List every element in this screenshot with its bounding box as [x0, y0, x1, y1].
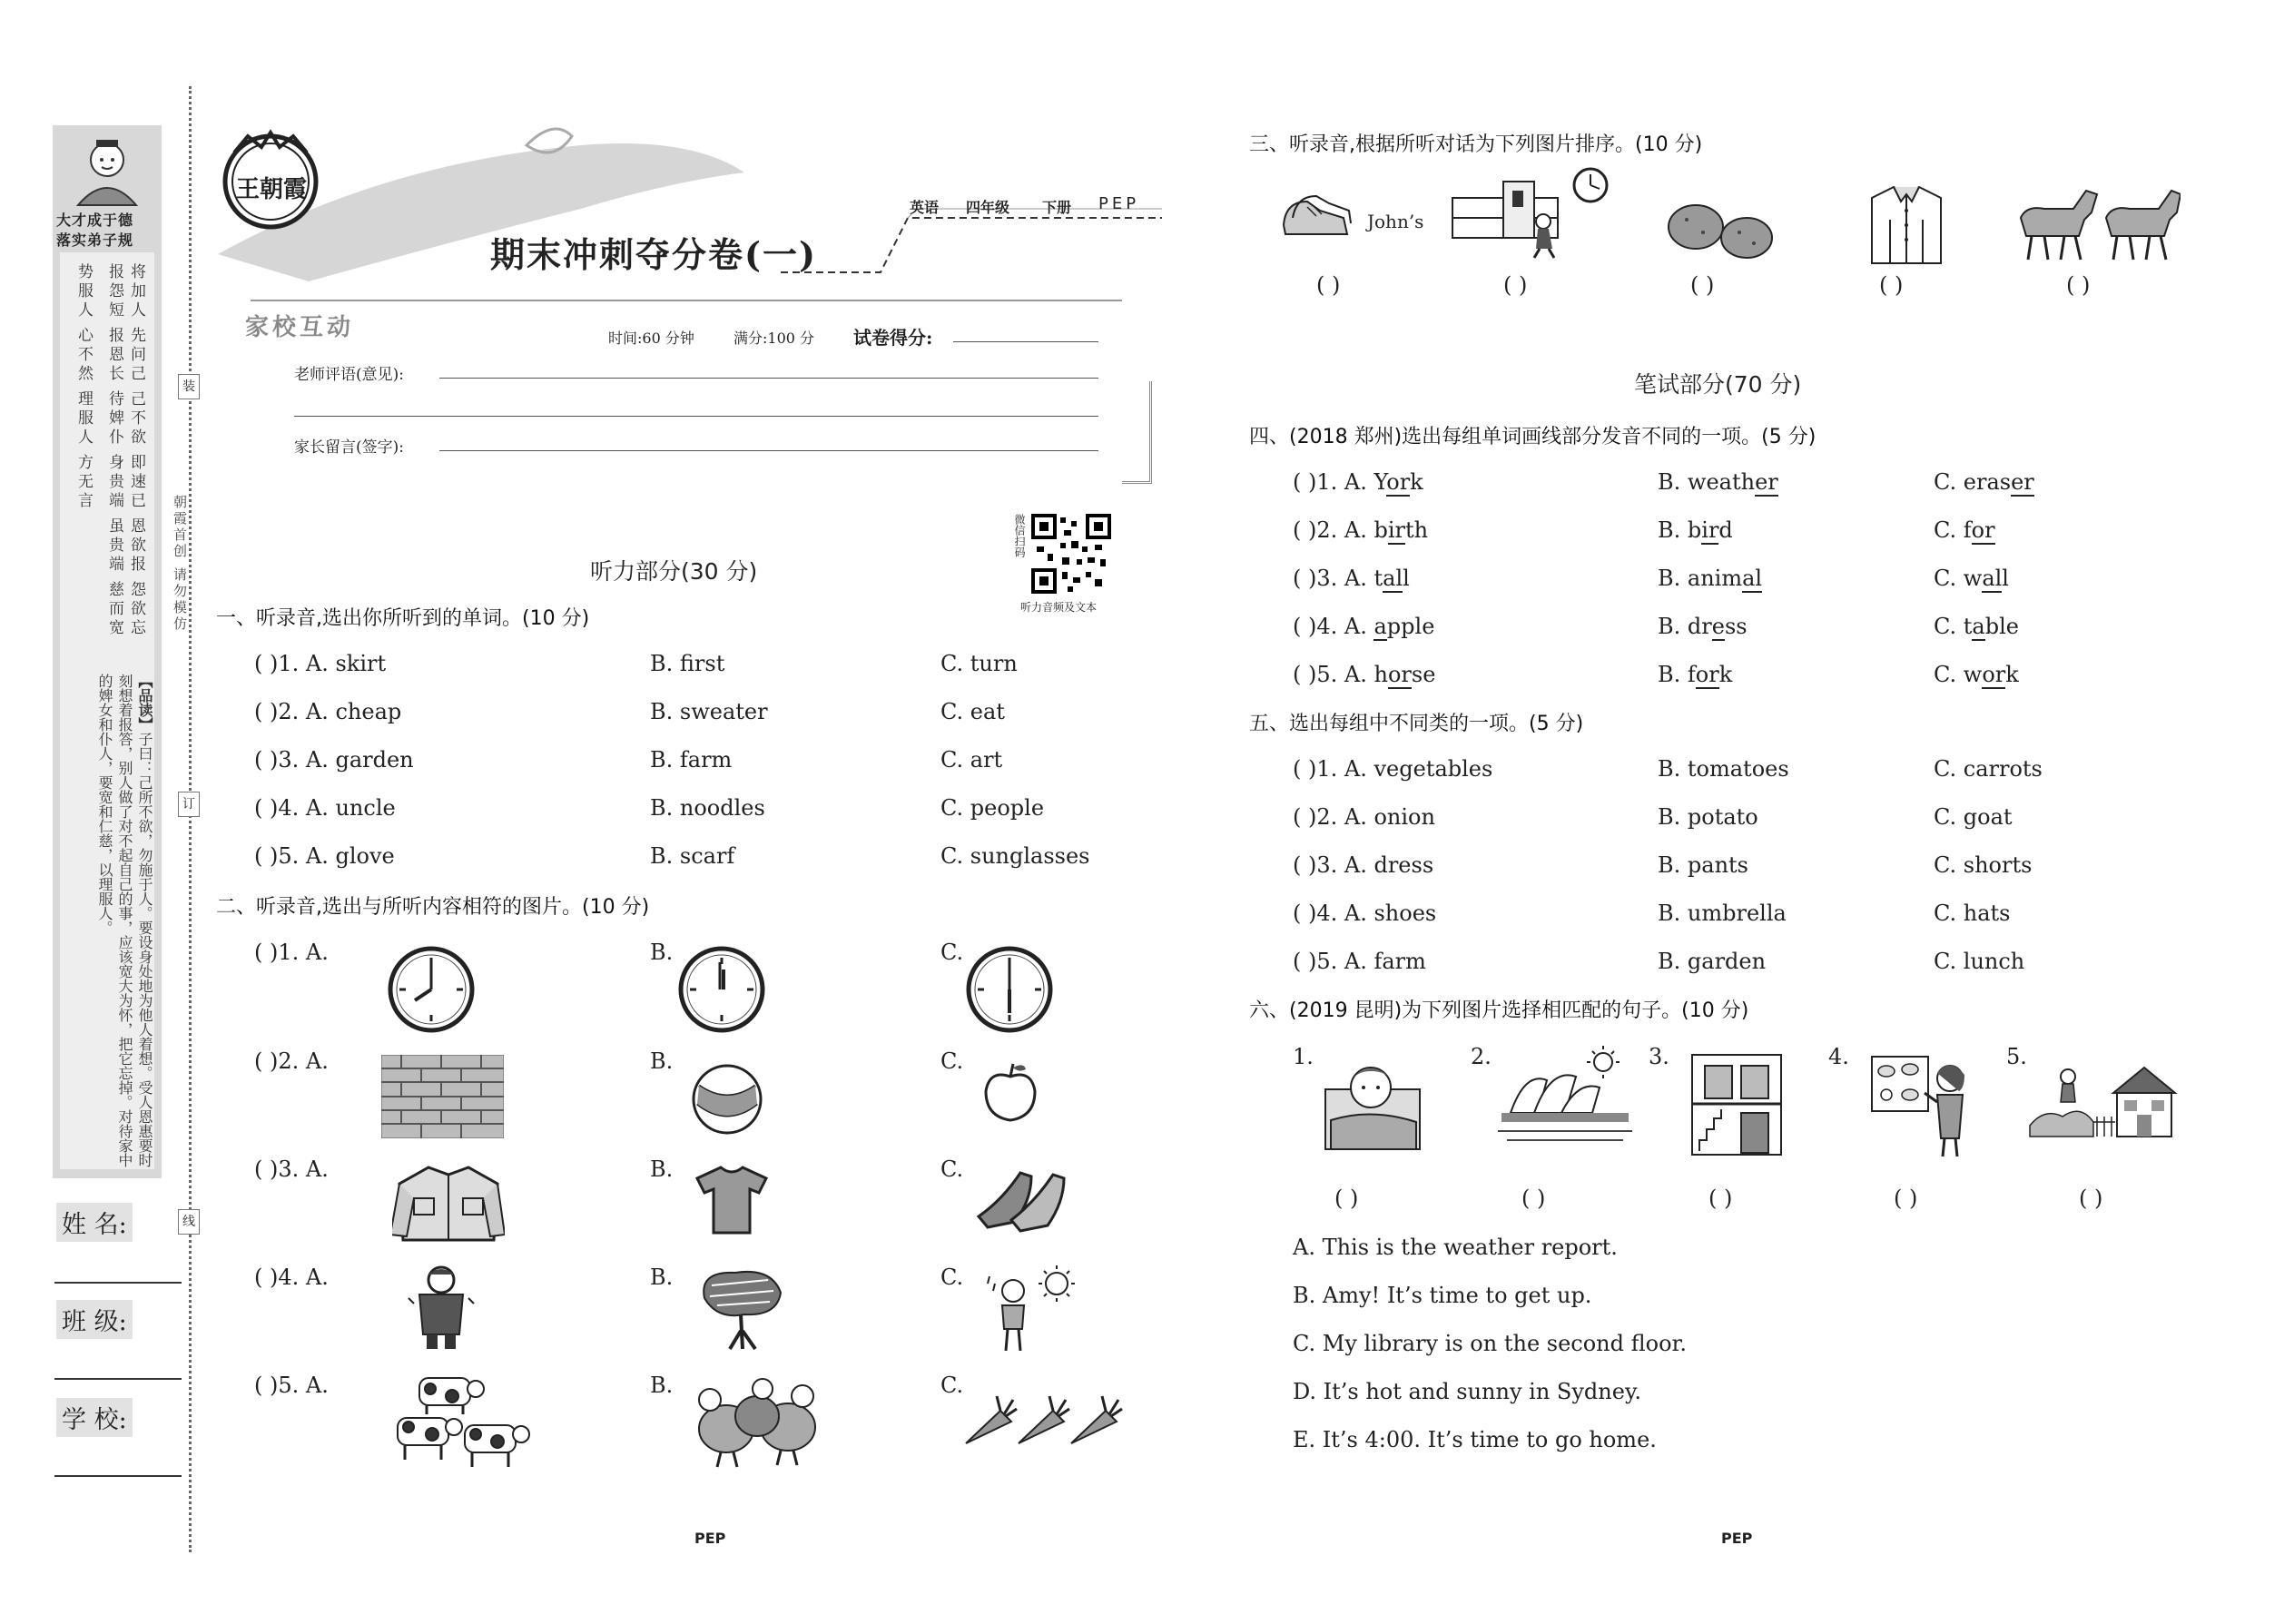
library-icon: [1690, 1053, 1783, 1156]
weather-report-icon: [1870, 1051, 1974, 1158]
verse-col: 报怨短: [105, 263, 123, 320]
word-prefix: C. w: [1934, 566, 1983, 591]
part1-q2: ( )2. A. cheap: [254, 699, 402, 724]
part5-q3-c: C. shorts: [1934, 852, 2033, 878]
cold-person-icon: [405, 1262, 478, 1353]
part2-q3-b: B.: [650, 1156, 674, 1182]
part4-q5: [1293, 662, 1435, 687]
word-prefix: B. f: [1658, 662, 1696, 687]
part1-q5-b: B. scarf: [650, 843, 735, 869]
part6-blank[interactable]: ( ): [1334, 1186, 1359, 1211]
word-suffix: d: [1718, 517, 1733, 543]
class-field[interactable]: [54, 1378, 182, 1380]
part1-q3: ( )3. A. garden: [254, 747, 414, 773]
underlined-part: ir: [1701, 517, 1719, 543]
part5-q4-b: B. umbrella: [1658, 901, 1787, 926]
word-prefix: t: [1373, 566, 1383, 591]
bind-mark: 订: [178, 792, 200, 817]
part1-q3-b: B. farm: [650, 747, 733, 773]
horses-icon: [2008, 182, 2181, 265]
word-suffix: th: [1405, 517, 1429, 543]
part6-blank[interactable]: ( ): [1521, 1186, 1546, 1211]
part5-q2-c: C. goat: [1934, 804, 2013, 830]
high-heels-icon: [975, 1164, 1075, 1236]
qr-code-icon[interactable]: [1031, 514, 1111, 594]
part5-q3-b: B. pants: [1658, 852, 1748, 878]
part1-q1-c: C. turn: [940, 651, 1018, 676]
part3-blank[interactable]: ( ): [1503, 272, 1528, 298]
hot-boy-icon: [980, 1264, 1080, 1354]
sentence-b: B. Amy! It’s time to get up.: [1293, 1283, 1592, 1308]
part5-q5-b: B. garden: [1658, 949, 1767, 974]
word-prefix: b: [1373, 517, 1388, 543]
part2-title: 二、听录音,选出与所听内容相符的图片。(10 分): [216, 896, 650, 919]
underlined-part: ir: [1387, 517, 1406, 543]
score-label: 试卷得分:: [853, 327, 933, 349]
hens-icon: [690, 1369, 824, 1471]
shoes-pair-icon: [1280, 189, 1353, 241]
johns-label: John’s: [1367, 211, 1424, 232]
word-suffix: ss: [1724, 614, 1748, 639]
verse-col: 恩欲报: [127, 517, 145, 575]
reading-label: 【品读】: [136, 674, 153, 732]
box-corner: [1122, 381, 1152, 484]
part4-q1-b: [1658, 469, 1778, 495]
verse-col: 身贵端: [105, 454, 123, 511]
underlined-part: or: [1695, 662, 1719, 687]
part5-q5: ( )5. A. farm: [1293, 949, 1426, 974]
word-suffix: k: [1718, 662, 1733, 687]
part4-q2-b: [1658, 517, 1733, 543]
part6-blank[interactable]: ( ): [1708, 1186, 1733, 1211]
girl-in-bed-icon: [1322, 1053, 1423, 1153]
sentence-c: C. My library is on the second floor.: [1293, 1331, 1688, 1356]
part2-q1: ( )1. A.: [254, 940, 329, 965]
word-prefix: B. weath: [1658, 469, 1756, 495]
class-label: 班 级:: [56, 1300, 133, 1339]
part5-q2: ( )2. A. onion: [1293, 804, 1435, 830]
part3-blank[interactable]: ( ): [2066, 272, 2091, 298]
part2-q2-b: B.: [650, 1048, 674, 1074]
part3-blank[interactable]: ( ): [1316, 272, 1341, 298]
brick-wall-icon: [381, 1055, 504, 1138]
word-prefix: B. anim: [1658, 566, 1743, 591]
part5-q3: ( )3. A. dress: [1293, 852, 1434, 878]
reading-text: 子曰：己所不欲，勿施于人。要设身处地为他人着想。受人恩惠要时刻想着报答，别人做了对不起自己的事，应该宽大为怀，把它忘掉。对待家中的婢女和仆人，要宽和仁慈，以理服人。: [96, 674, 153, 1167]
part4-q2: [1293, 517, 1428, 543]
home-school-label: 家校互动: [245, 314, 355, 341]
part4-q1-c: [1934, 469, 2034, 495]
word-suffix: pple: [1386, 614, 1435, 639]
parent-note-field[interactable]: [439, 450, 1098, 451]
part3-blank[interactable]: ( ): [1879, 272, 1904, 298]
school-field[interactable]: [54, 1475, 182, 1477]
part6-num: 1.: [1293, 1044, 1314, 1069]
underlined-part: a: [1373, 614, 1387, 639]
potatoes-icon: [1667, 202, 1774, 261]
part2-q2: ( )2. A.: [254, 1048, 329, 1074]
verse-col: 怨欲忘: [127, 581, 145, 638]
part2-q1-b: B.: [650, 940, 674, 965]
full-score: 满分:100 分: [733, 330, 815, 347]
part1-q1-b: B. first: [650, 651, 725, 676]
part1-title: 一、听录音,选出你所听到的单词。(10 分): [216, 607, 590, 630]
part1-q4-b: B. noodles: [650, 795, 765, 821]
part1-q4-c: C. people: [940, 795, 1045, 821]
ball-icon: [690, 1062, 764, 1137]
part5-q1: ( )1. A. vegetables: [1293, 756, 1493, 782]
part1-q4: ( )4. A. uncle: [254, 795, 396, 821]
clock-12-icon: [676, 944, 767, 1035]
part4-q3: [1293, 566, 1410, 591]
q-number: ( )4. A.: [1293, 614, 1367, 639]
part1-q3-c: C. art: [940, 747, 1003, 773]
name-label: 姓 名:: [56, 1203, 133, 1242]
windy-tree-icon: [690, 1262, 792, 1353]
divider: [251, 300, 1122, 301]
tag-subject: 英语: [910, 199, 940, 216]
word-suffix: k: [2005, 662, 2019, 687]
qr-caption-side: 微信扫码: [1013, 514, 1026, 557]
shirt-icon: [1868, 183, 1944, 265]
motto-line2: 落实弟子规: [56, 231, 134, 249]
teacher-comment-field[interactable]: [439, 378, 1098, 379]
tag-grade: 四年级: [966, 199, 1010, 216]
verse-col: 理服人: [74, 390, 93, 448]
cows-icon: [392, 1373, 537, 1474]
part4-q5-b: [1658, 662, 1732, 687]
part6-num: 4.: [1828, 1044, 1849, 1069]
verse-col: 心不然: [74, 327, 93, 384]
word-suffix: l: [1403, 566, 1410, 591]
part3-blank[interactable]: ( ): [1690, 272, 1715, 298]
word-prefix: Y: [1373, 469, 1387, 495]
school-clock-icon: [1449, 165, 1612, 260]
clock-6-icon: [964, 944, 1055, 1035]
school-label: 学 校:: [56, 1398, 133, 1437]
part5-q4: ( )4. A. shoes: [1293, 901, 1437, 926]
verse-col: 慈而宽: [105, 581, 123, 638]
part4-q3-c: [1934, 566, 2009, 591]
part1-q5-c: C. sunglasses: [940, 843, 1090, 869]
part2-q3: ( )3. A.: [254, 1156, 329, 1182]
part4-q4-b: [1658, 614, 1748, 639]
part1-q2-b: B. sweater: [650, 699, 768, 724]
part5-q2-b: B. potato: [1658, 804, 1758, 830]
word-prefix: B. b: [1658, 517, 1702, 543]
verse-col: 己不欲: [127, 390, 145, 448]
underlined-part: er: [2011, 469, 2034, 495]
verse-col: 势服人: [74, 263, 93, 320]
part4-q5-c: [1934, 662, 2019, 687]
part4-q2-c: [1934, 517, 1995, 543]
sentence-a: A. This is the weather report.: [1293, 1235, 1618, 1260]
part4-title: 四、(2018 郑州)选出每组单词画线部分发音不同的一项。(5 分): [1249, 426, 1816, 448]
part4-q1: [1293, 469, 1423, 495]
word-prefix: h: [1373, 662, 1388, 687]
word-prefix: C. t: [1934, 614, 1973, 639]
motto-line1: 大才成于德: [56, 212, 134, 229]
writing-heading: 笔试部分(70 分): [1634, 371, 1802, 398]
part1-q2-c: C. eat: [940, 699, 1005, 724]
part2-q2-c: C.: [940, 1048, 964, 1074]
listening-heading: 听力部分(30 分): [590, 558, 758, 585]
page-number-left: PEP: [694, 1530, 726, 1547]
q-number: ( )2. A.: [1293, 517, 1367, 543]
underlined-part: a: [1972, 614, 1985, 639]
part5-q4-c: C. hats: [1934, 901, 2011, 926]
verse-col: 虽贵端: [105, 517, 123, 575]
word-prefix: C. w: [1934, 662, 1983, 687]
word-prefix: C. f: [1934, 517, 1972, 543]
part2-q3-c: C.: [940, 1156, 964, 1182]
apple-icon: [980, 1060, 1040, 1124]
tag-volume: 下册: [1042, 199, 1072, 216]
verse-col: 待婢仆: [105, 390, 123, 448]
page-number-right: PEP: [1721, 1530, 1753, 1547]
part2-q5: ( )5. A.: [254, 1373, 329, 1398]
word-suffix: l: [2002, 566, 2009, 591]
parent-note-label: 家长留言(签字):: [294, 438, 404, 457]
underlined-part: al: [1383, 566, 1403, 591]
opera-house-icon: [1498, 1044, 1632, 1146]
sentence-e: E. It’s 4:00. It’s time to go home.: [1293, 1427, 1657, 1452]
part5-q1-c: C. carrots: [1934, 756, 2043, 782]
underlined-part: or: [1387, 662, 1412, 687]
part5-title: 五、选出每组中不同类的一项。(5 分): [1249, 713, 1584, 735]
underlined-part: al: [1982, 566, 2003, 591]
part4-q4-c: [1934, 614, 2019, 639]
cut-line: [189, 86, 192, 1552]
part4-q4: [1293, 614, 1434, 639]
part6-num: 5.: [2006, 1044, 2027, 1069]
part6-num: 3.: [1649, 1044, 1669, 1069]
q-number: ( )5. A.: [1293, 662, 1367, 687]
verse-col: 先问己: [127, 327, 145, 384]
part2-q4: ( )4. A.: [254, 1265, 329, 1290]
verse-col: 报恩长: [105, 327, 123, 384]
underlined-part: or: [1386, 469, 1411, 495]
part4-q3-b: [1658, 566, 1762, 591]
underlined-part: e: [1711, 614, 1725, 639]
word-suffix: k: [1410, 469, 1423, 495]
part2-q5-c: C.: [940, 1373, 964, 1398]
part6-blank[interactable]: ( ): [2079, 1186, 2103, 1211]
underlined-part: al: [1742, 566, 1763, 591]
sentence-d: D. It’s hot and sunny in Sydney.: [1293, 1379, 1641, 1404]
teacher-comment-field[interactable]: [294, 416, 1098, 417]
carrots-icon: [960, 1387, 1124, 1452]
verse-col: 即速已: [127, 454, 145, 511]
reading-note: [60, 674, 154, 1173]
part1-q5: ( )5. A. glove: [254, 843, 395, 869]
q-number: ( )1. A.: [1293, 469, 1367, 495]
part3-title: 三、听录音,根据所听对话为下列图片排序。(10 分): [1249, 133, 1703, 156]
score-field[interactable]: [953, 341, 1098, 342]
part2-q1-c: C.: [940, 940, 964, 965]
qr-caption-bottom: 听力音频及文本: [1020, 601, 1098, 614]
scholar-icon: [69, 134, 145, 207]
verse-col: 将加人: [127, 263, 145, 320]
part6-title: 六、(2019 昆明)为下列图片选择相匹配的句子。(10 分): [1249, 999, 1749, 1022]
bind-mark: 线: [178, 1209, 200, 1235]
part2-q4-b: B.: [650, 1265, 674, 1290]
logo-text: 王朝霞: [236, 176, 308, 203]
bind-mark: 装: [178, 374, 200, 399]
jacket-icon: [392, 1162, 505, 1245]
name-field[interactable]: [54, 1282, 182, 1284]
girl-going-home-icon: [2026, 1062, 2181, 1138]
tag-edition: PEP: [1098, 194, 1140, 213]
side-note: 朝霞首创 请勿模仿: [172, 495, 188, 633]
word-suffix: se: [1411, 662, 1436, 687]
underlined-part: or: [1982, 662, 2006, 687]
page-title: 期末冲刺夺分卷(一): [490, 234, 817, 275]
part6-blank[interactable]: ( ): [1894, 1186, 1918, 1211]
part1-q1: ( )1. A. skirt: [254, 651, 387, 676]
part2-q5-b: B.: [650, 1373, 674, 1398]
tshirt-icon: [695, 1164, 768, 1236]
exam-time: 时间:60 分钟: [608, 330, 694, 347]
teacher-comment-label: 老师评语(意见):: [294, 366, 404, 384]
q-number: ( )3. A.: [1293, 566, 1367, 591]
word-suffix: ble: [1984, 614, 2019, 639]
underlined-part: or: [1971, 517, 1995, 543]
word-prefix: B. dr: [1658, 614, 1712, 639]
clock-8-icon: [386, 944, 477, 1035]
word-prefix: C. eras: [1934, 469, 2012, 495]
part2-q4-c: C.: [940, 1265, 964, 1290]
underlined-part: er: [1755, 469, 1778, 495]
part5-q5-c: C. lunch: [1934, 949, 2025, 974]
verse-col: 方无言: [74, 454, 93, 511]
part5-q1-b: B. tomatoes: [1658, 756, 1789, 782]
part6-num: 2.: [1471, 1044, 1492, 1069]
